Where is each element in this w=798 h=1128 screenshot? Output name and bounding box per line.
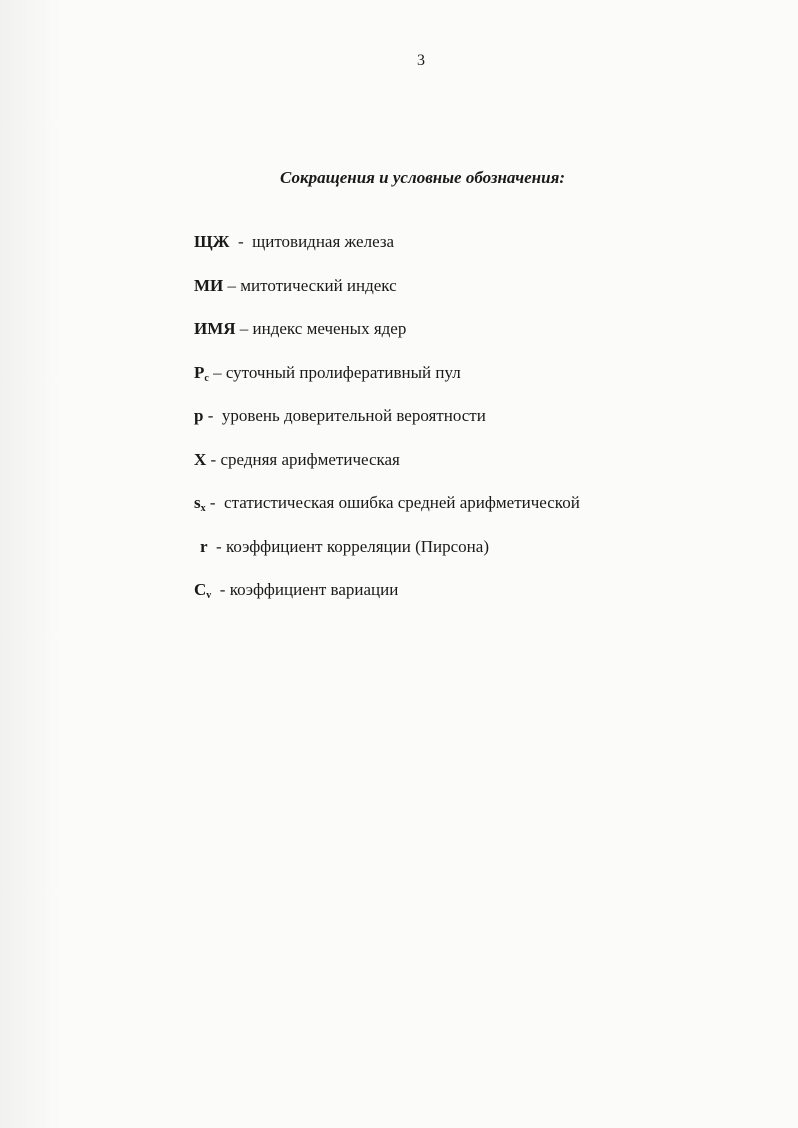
definition: коэффициент корреляции (Пирсона): [225, 536, 489, 556]
page-number: 3: [417, 52, 425, 69]
abbreviation-term: [194, 493, 206, 512]
term-subscript: v: [206, 590, 212, 601]
list-item: [194, 275, 580, 319]
term-text: s: [194, 493, 201, 512]
abbreviation-term: [194, 319, 236, 338]
definition: коэффициент вариации: [229, 580, 399, 599]
separator: -: [207, 536, 226, 556]
abbreviation-term: [194, 276, 223, 295]
list-item: [194, 318, 580, 362]
abbreviation-term: [200, 537, 208, 556]
term-text: МИ: [194, 275, 224, 295]
separator: -: [211, 580, 230, 599]
term-text: p: [194, 406, 204, 425]
abbreviation-term: [194, 363, 209, 382]
definition: митотический индекс: [240, 275, 397, 295]
list-item: [194, 536, 580, 580]
list-item: [194, 362, 580, 406]
term-text: r: [200, 536, 208, 556]
abbreviation-term: [194, 450, 206, 469]
definition: уровень доверительной вероятности: [221, 406, 486, 425]
term-text: X: [194, 449, 207, 469]
list-item: [194, 449, 580, 493]
term-text: C: [194, 580, 207, 599]
term-text: ЩЖ: [194, 232, 230, 251]
separator: -: [203, 406, 222, 425]
abbreviation-term: [194, 580, 211, 599]
separator: -: [229, 232, 253, 251]
term-subscript: c: [204, 372, 209, 384]
abbreviation-term: [194, 232, 229, 251]
list-item: [194, 405, 580, 449]
abbreviations-list: [194, 231, 580, 623]
term-text: ИМЯ: [194, 319, 236, 338]
separator: –: [208, 362, 226, 382]
definition: статистическая ошибка средней арифметической: [224, 493, 580, 512]
list-item: [194, 492, 580, 536]
definition: суточный пролиферативный пул: [225, 362, 461, 382]
list-item: [194, 231, 580, 275]
separator: –: [223, 275, 241, 295]
page-title: Сокращения и условные обозначения:: [280, 168, 565, 187]
definition: средняя арифметическая: [220, 449, 400, 469]
separator: -: [205, 493, 225, 512]
term-subscript: x: [200, 503, 206, 514]
separator: -: [206, 449, 221, 469]
definition: щитовидная железа: [252, 232, 395, 251]
term-text: P: [194, 362, 205, 382]
list-item: [194, 579, 580, 623]
definition: индекс меченых ядер: [252, 319, 407, 338]
separator: –: [235, 319, 253, 338]
